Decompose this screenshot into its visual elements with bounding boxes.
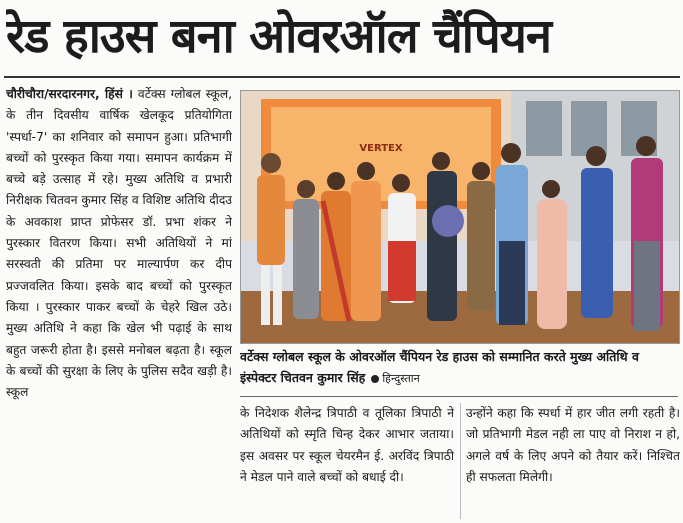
bullet-icon [371, 375, 379, 383]
dateline: चौरीचौरा/सरदारनगर, हिंसं । [6, 87, 133, 101]
article-column-3: उन्होंने कहा कि स्पर्धा में हार जीत लगी रहती है। जो प्रतिभागी मेडल नही ला पाए वो निराश न हो, अगले वर्ष के लिए अपने को तैयार करें। निश्चित ही सफलता मिलेगी। [466, 406, 680, 484]
photo-caption [240, 346, 678, 394]
trophy-shield [432, 205, 464, 237]
caption-text: वर्टेक्स ग्लोबल स्कूल के ओवरऑल चैंपियन रेड हाउस को सम्मानित करते मुख्य अतिथि व इंस्पेक्टर चितवन कुमार सिंह [240, 349, 639, 385]
news-photo [240, 90, 680, 344]
column-1-text: वर्टेक्स ग्लोबल स्कूल, के तीन दिवसीय वार्षिक खेलकूद प्रतियोगिता 'स्पर्धा-7' का शनिवार को समापन हुआ। प्रतिभागी बच्चों को पुरस्कृत किया गया। समापन कार्यक्रम में बच्चे बड़े उत्साह में रहे। मुख्य अतिथि व प्रभारी निरीक्षक चितवन कुमार सिंह व विशिष्ट अतिथि दीदउ के अवकाश प्राप्त प्रोफेसर डॉ. प्रभा शंकर ने पुरस्कार वितरण किया। सभी अतिथियों ने मां सरस्वती की प्रतिमा पर माल्यार्पण कर दीप प्रज्जवलित किया। इसके बाद बच्चों को पुरस्कृत किया । पुरस्कार पाकर बच्चों के चेहरे खिल उठे। मुख्य अतिथि ने कहा कि खेल भी पढ़ाई के साथ बहुत जरूरी होता है। इससे मनोबल बढ़ता है। स्कूल के बच्चों की सुरक्षा के लिए के पुलिस सदैव खड़ी है। स्कूल [6, 87, 232, 400]
headline-rule [4, 76, 680, 78]
photo-illustration [241, 91, 679, 343]
source-name: हिन्दुस्तान [382, 372, 420, 385]
source-credit [371, 372, 419, 385]
article-column-2: के निदेशक शैलेन्द्र त्रिपाठी व तूलिका त्रिपाठी ने अतिथियों को स्मृति चिन्ह देकर आभार जताया। इस अवसर पर स्कूल चेयरमैन ई. अरविंद त्रिपाठी ने मेडल पाने वाले बच्चों को बधाई दी। [240, 406, 454, 484]
banner-text: VERTEX [359, 143, 403, 154]
column-separator [460, 403, 461, 519]
headline: रेड हाउस बना ओवरऑल चैंपियन [6, 9, 552, 64]
article-column-1 [6, 84, 232, 520]
caption-rule [240, 396, 678, 397]
